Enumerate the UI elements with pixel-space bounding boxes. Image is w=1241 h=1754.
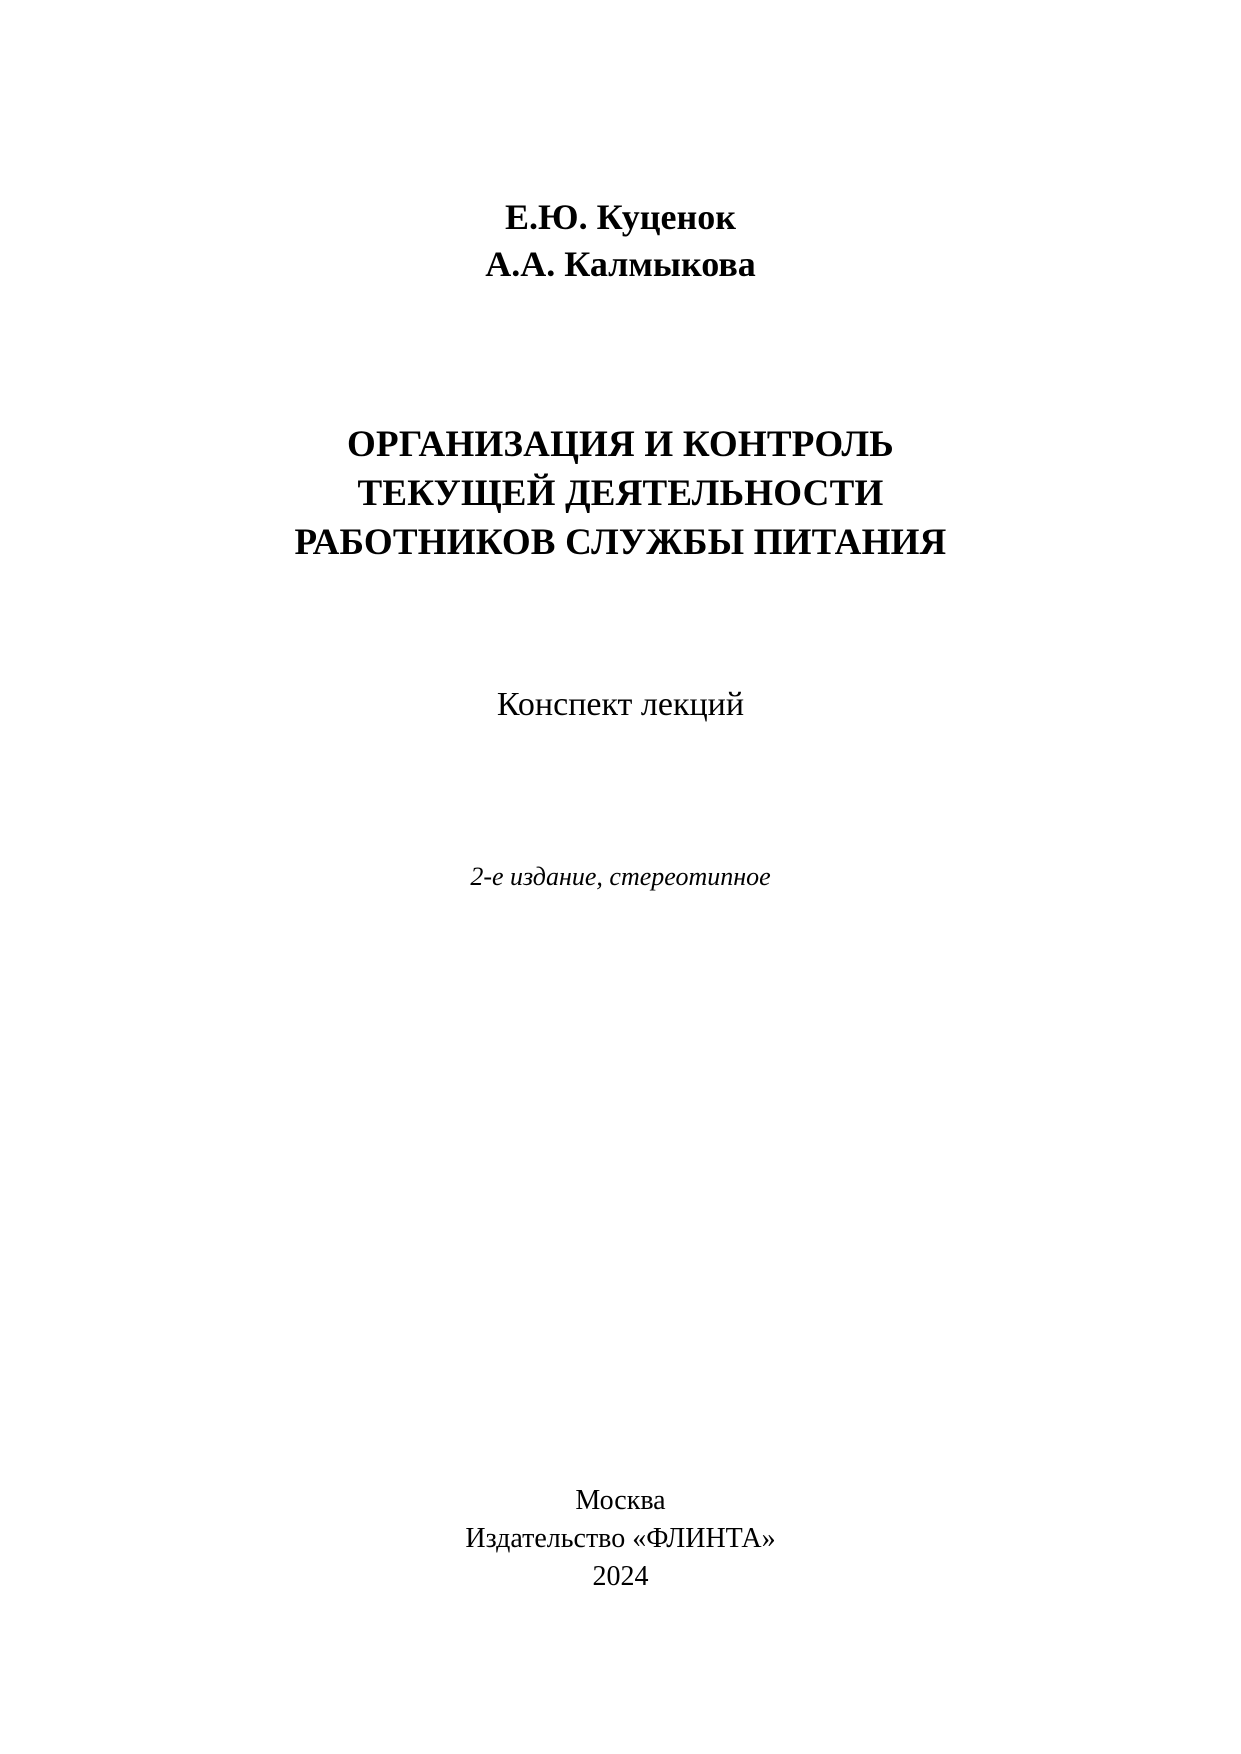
imprint-city: Москва: [575, 1485, 666, 1516]
authors-block: [0, 194, 1241, 288]
title-line: ОРГАНИЗАЦИЯ И КОНТРОЛЬ: [347, 424, 894, 465]
book-title: [0, 420, 1241, 567]
book-subtitle: Конспект лекций: [496, 686, 745, 723]
imprint-publisher: Издательство «ФЛИНТА»: [465, 1523, 776, 1554]
author-name: Е.Ю. Куценок: [505, 197, 736, 237]
edition-note: 2-е издание, стереотипное: [470, 862, 771, 891]
title-line: РАБОТНИКОВ СЛУЖБЫ ПИТАНИЯ: [294, 522, 947, 563]
title-line: ТЕКУЩЕЙ ДЕЯТЕЛЬНОСТИ: [357, 473, 884, 514]
author-name: А.А. Калмыкова: [485, 244, 756, 284]
imprint-block: [0, 1482, 1241, 1596]
imprint-year: 2024: [592, 1561, 649, 1592]
